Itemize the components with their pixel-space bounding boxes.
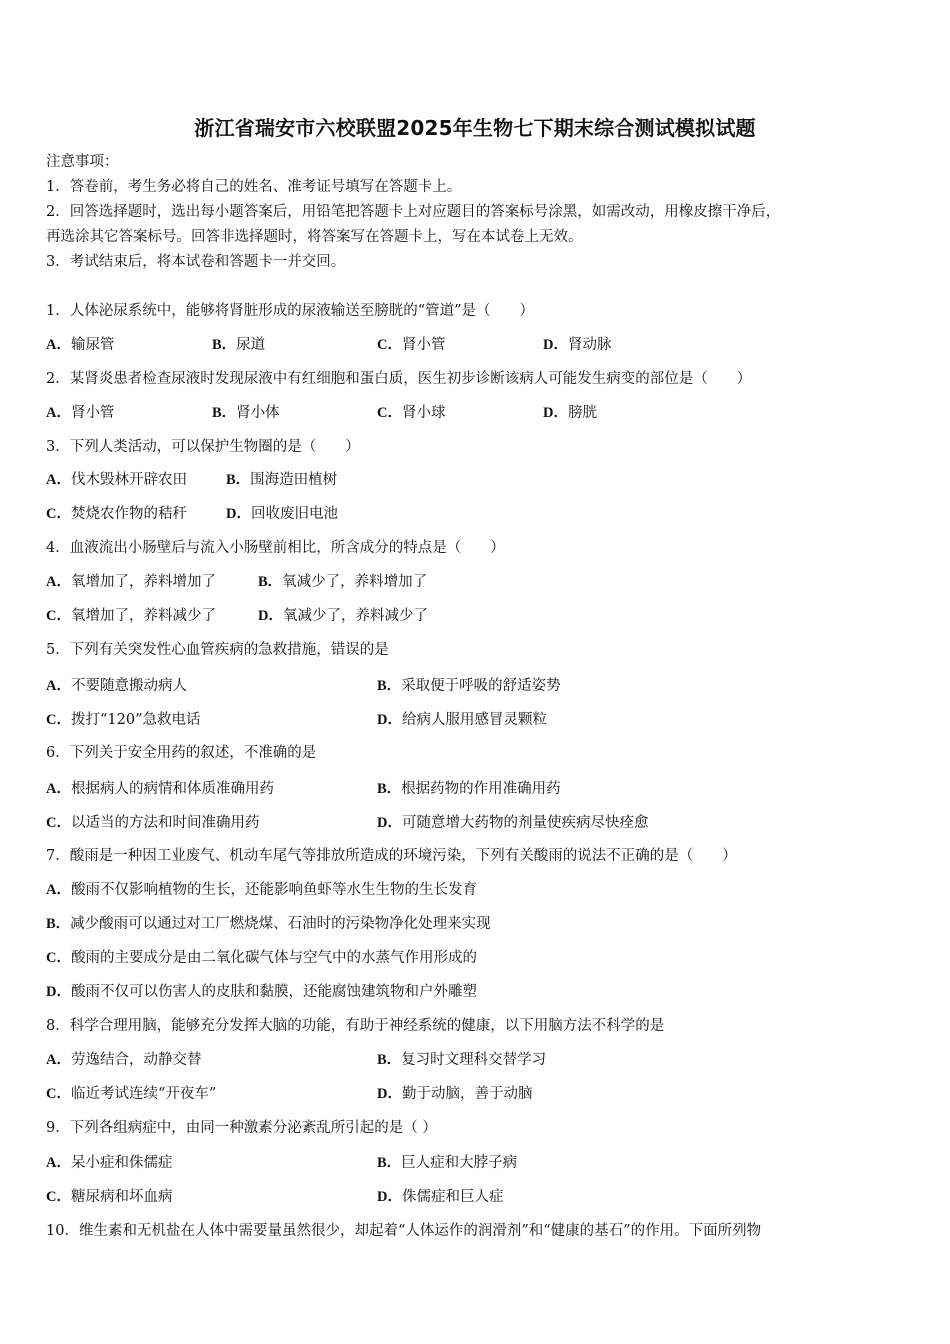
notice-item: 再选涂其它答案标号。回答非选择题时，将答案写在答题卡上，写在本试卷上无效。 (46, 229, 583, 245)
option-d: D．给病人服用感冒灵颗粒 (377, 712, 547, 728)
option-c: C．肾小管 (377, 337, 446, 353)
question-stem: 3．下列人类活动，可以保护生物圈的是（ ） (46, 439, 360, 455)
option-a: A．不要随意搬动病人 (46, 678, 187, 694)
option-c: C．肾小球 (377, 405, 446, 421)
option-d: D．回收废旧电池 (226, 506, 338, 522)
option-c: C．糖尿病和坏血病 (46, 1189, 173, 1205)
option-d: D．膀胱 (543, 405, 597, 421)
option-b: B．围海造田植树 (226, 472, 338, 488)
option-c: C．以适当的方法和时间准确用药 (46, 815, 260, 831)
option-a: A．呆小症和侏儒症 (46, 1155, 173, 1171)
option-b: B．复习时文理科交替学习 (377, 1052, 547, 1068)
question-stem: 6．下列关于安全用药的叙述，不准确的是 (46, 745, 317, 761)
option-b: B．采取便于呼吸的舒适姿势 (377, 678, 561, 694)
notice-item: 1．答卷前，考生务必将自己的姓名、准考证号填写在答题卡上。 (46, 179, 462, 195)
option-a: A．根据病人的病情和体质准确用药 (46, 781, 274, 797)
notice-item: 2．回答选择题时，选出每小题答案后，用铅笔把答题卡上对应题目的答案标号涂黑，如需改动，用橡皮擦干净后， (46, 204, 781, 220)
option-b: B．肾小体 (212, 405, 280, 421)
option-d: D．勤于动脑，善于动脑 (377, 1086, 533, 1102)
option-a: A．酸雨不仅影响植物的生长，还能影响鱼虾等水生生物的生长发育 (46, 882, 477, 898)
exam-title: 浙江省瑞安市六校联盟2025年生物七下期末综合测试模拟试题 (194, 116, 756, 140)
option-b: B．根据药物的作用准确用药 (377, 781, 561, 797)
option-c: C．拨打“120”急救电话 (46, 712, 201, 728)
question-stem: 9．下列各组病症中，由同一种激素分泌紊乱所引起的是（ ） (46, 1120, 437, 1136)
option-c: C．氧增加了，养料减少了 (46, 608, 216, 624)
option-d: D．酸雨不仅可以伤害人的皮肤和黏膜，还能腐蚀建筑物和户外雕塑 (46, 984, 477, 1000)
option-b: B．巨人症和大脖子病 (377, 1155, 518, 1171)
question-stem: 10．维生素和无机盐在人体中需要量虽然很少，却起着“人体运作的润滑剂”和“健康的基石”的作用。下面所列物 (46, 1223, 762, 1239)
question-stem: 8．科学合理用脑，能够充分发挥大脑的功能，有助于神经系统的健康，以下用脑方法不科学的是 (46, 1018, 665, 1034)
option-a: A．劳逸结合，动静交替 (46, 1052, 202, 1068)
option-b: B．氧减少了，养料增加了 (258, 574, 428, 590)
question-stem: 5．下列有关突发性心血管疾病的急救措施，错误的是 (46, 642, 389, 658)
option-c: C．临近考试连续“开夜车” (46, 1086, 217, 1102)
option-a: A．输尿管 (46, 337, 115, 353)
option-a: A．伐木毁林开辟农田 (46, 472, 187, 488)
option-b: B．尿道 (212, 337, 266, 353)
option-a: A．氧增加了，养料增加了 (46, 574, 216, 590)
question-stem: 4．血液流出小肠壁后与流入小肠壁前相比，所含成分的特点是（ ） (46, 540, 505, 556)
question-stem: 7．酸雨是一种因工业废气、机动车尾气等排放所造成的环境污染，下列有关酸雨的说法不正确的是（ ） (46, 848, 737, 864)
option-a: A．肾小管 (46, 405, 115, 421)
option-c: C．酸雨的主要成分是由二氧化碳气体与空气中的水蒸气作用形成的 (46, 950, 477, 966)
option-d: D．氧减少了，养料减少了 (258, 608, 428, 624)
option-d: D．肾动脉 (543, 337, 612, 353)
option-d: D．侏儒症和巨人症 (377, 1189, 504, 1205)
question-stem: 1．人体泌尿系统中，能够将肾脏形成的尿液输送至膀胱的“管道”是（ ） (46, 303, 535, 319)
option-c: C．焚烧农作物的秸秆 (46, 506, 187, 522)
question-stem: 2．某肾炎患者检查尿液时发现尿液中有红细胞和蛋白质，医生初步诊断该病人可能发生病变的部位是（ ） (46, 371, 752, 387)
option-b: B．减少酸雨可以通过对工厂燃烧煤、石油时的污染物净化处理来实现 (46, 916, 491, 932)
option-d: D．可随意增大药物的剂量使疾病尽快痊愈 (377, 815, 649, 831)
notice-heading: 注意事项： (46, 154, 119, 170)
notice-item: 3．考试结束后，将本试卷和答题卡一并交回。 (46, 254, 346, 270)
